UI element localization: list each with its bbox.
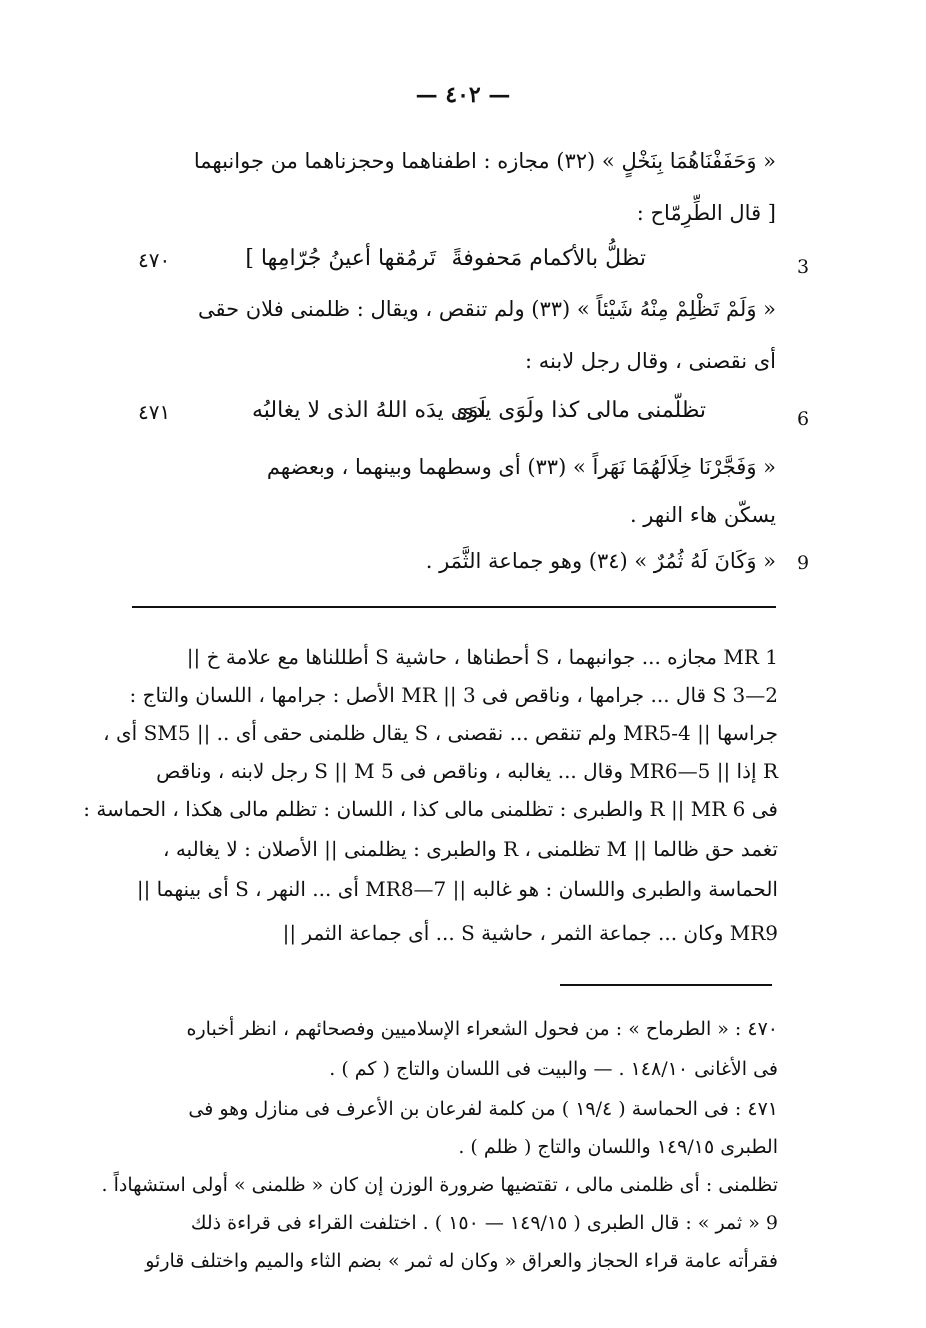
main-line: [ قال الطِّرِمّاح : <box>636 201 776 225</box>
line-number: 3 <box>797 256 810 278</box>
verse-first-hemistich: تظلّمنى مالى كذا ولَوَى يدى <box>456 398 706 423</box>
note-line: ٤٧١ : فى الحماسة ( ١٩/٤ ) من كلمة لفرعان بن الأعرف فى منازل وهو فى <box>188 1098 778 1120</box>
verse-second-hemistich: لَوَى يدَه اللهُ الذى لا يغالبُه <box>251 398 486 423</box>
page-number: — ٤٠٢ — <box>415 82 511 108</box>
note-line: ٤٧٠ : « الطرماح » : من فحول الشعراء الإسلاميين وفصحائهم ، انظر أخباره <box>186 1018 778 1040</box>
verse-second-hemistich: تَرمُقها أعينُ جُرّامِها ] <box>245 246 436 271</box>
notes-divider <box>560 984 772 986</box>
main-line: « وَكَانَ لَهُ ثُمُرٌ » (٣٤) وهو جماعة الثَّمَر . <box>425 549 776 573</box>
main-line: « وَحَفَفْنَاهُمَا بِنَخْلٍ » (٣٢) مجازه : اطفناهما وحجزناهما من جوانبهما <box>193 149 776 173</box>
main-line: يسكّن هاء النهر . <box>629 503 776 527</box>
verse-number: ٤٧٠ <box>138 248 171 272</box>
verse-first-hemistich: تظلُّ بالأكمام مَحفوفةً <box>451 246 646 271</box>
note-line: فقرأته عامة قراء الحجاز والعراق « وكان له ثمر » بضم الثاء والميم واختلف قارئو <box>145 1250 778 1272</box>
apparatus-line: جراسها || MR5-4 ولم تنقص ... نقصنى ، S يقال ظلمنى حقى أى .. || SM5 أى ، <box>103 721 778 745</box>
note-line: 9 « ثمر » : قال الطبرى ( ١٤٩/١٥ — ١٥٠ ) . اختلفت القراء فى قراءة ذلك <box>190 1212 778 1234</box>
note-line: فى الأغانى ١٤٨/١٠ . — والبيت فى اللسان والتاج ( كم ) . <box>329 1058 778 1080</box>
note-line: تظلمنى : أى ظلمنى مالى ، تقتضيها ضرورة الوزن إن كان « ظلمنى » أولى استشهاداً . <box>101 1174 778 1196</box>
apparatus-line: MR9 وكان ... جماعة الثمر ، حاشية S ... أى جماعة الثمر || <box>282 921 778 945</box>
main-line: أى نقصنى ، وقال رجل لابنه : <box>525 349 776 373</box>
main-line: « وَلَمْ تَظْلِمْ مِنْهُ شَيْئاً » (٣٣) ولم تنقص ، ويقال : ظلمنى فلان حقى <box>197 297 776 321</box>
apparatus-divider <box>132 606 776 608</box>
apparatus-line: فى R || MR 6 والطبرى : تظلمنى مالى كذا ، اللسان : تظلم مالى هكذا ، الحماسة : <box>83 797 778 821</box>
apparatus-line: تغمد حق ظالما || M تظلمنى ، R والطبرى : يظلمنى || الأصلان : لا يغالبه ، <box>163 837 778 861</box>
apparatus-line: S 3—2 قال ... جرامها ، وناقص فى MR || 3 الأصل : جرامها ، اللسان والتاج : <box>129 683 778 707</box>
apparatus-line: MR 1 مجازه ... جوانبهما ، S أحطناها ، حاشية S أطللناها مع علامة خ || <box>186 645 778 669</box>
main-line: « وَفَجَّرْنَا خِلَالَهُمَا نَهَراً » (٣٣) أى وسطهما وبينهما ، وبعضهم <box>266 455 776 479</box>
apparatus-line: R إذا || MR6—5 وقال ... يغالبه ، وناقص فى S || M 5 رجل لابنه ، وناقص <box>156 759 778 783</box>
line-number: 9 <box>797 552 810 574</box>
note-line: الطبرى ١٤٩/١٥ واللسان والتاج ( ظلم ) . <box>458 1136 778 1158</box>
verse-number: ٤٧١ <box>138 400 171 424</box>
line-number: 6 <box>797 408 810 430</box>
apparatus-line: الحماسة والطبرى واللسان : هو غالبه || MR8—7 أى ... النهر ، S أى بينهما || <box>136 877 778 901</box>
